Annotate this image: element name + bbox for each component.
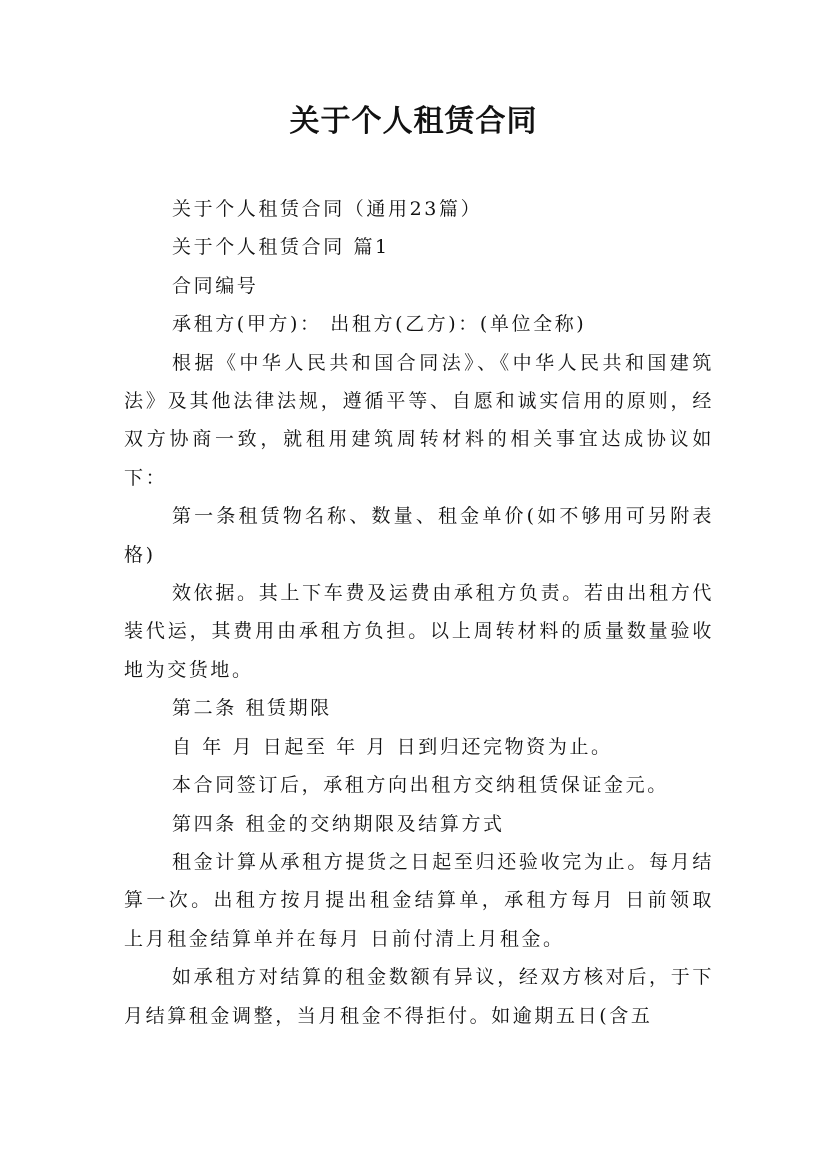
paragraph-article-1: 关于个人租赁合同 篇1 [172, 236, 390, 259]
document-body [124, 190, 714, 1035]
paragraph-deposit: 本合同签订后，承租方向出租方交纳租赁保证金元。 [172, 774, 669, 797]
paragraph-delivery: 效依据。其上下车费及运费由承租方负责。若由出租方代装代运，其费用由承租方负担。以上周转材料的质量数量验收地为交货地。 [124, 582, 714, 681]
paragraph-parties: 承租方(甲方)： 出租方(乙方)：(单位全称) [172, 313, 587, 336]
paragraph-term: 自 年 月 日起至 年 月 日到归还完物资为止。 [172, 735, 613, 758]
paragraph-clause-4: 第四条 租金的交纳期限及结算方式 [172, 812, 505, 835]
paragraph-clause-1: 第一条租赁物名称、数量、租金单价(如不够用可另附表格) [124, 505, 714, 566]
paragraph-clause-2: 第二条 租赁期限 [172, 697, 332, 720]
paragraph-preamble: 根据《中华人民共和国合同法》、《中华人民共和国建筑法》及其他法律法规，遵循平等、自愿和诚实信用的原则，经双方协商一致，就租用建筑周转材料的相关事宜达成协议如下： [124, 351, 714, 489]
paragraph-contract-number: 合同编号 [172, 274, 259, 297]
paragraph-dispute: 如承租方对结算的租金数额有异议，经双方核对后，于下月结算租金调整，当月租金不得拒付。如逾期五日(含五 [124, 966, 714, 1027]
paragraph-settlement: 租金计算从承租方提货之日起至归还验收完为止。每月结算一次。出租方按月提出租金结算单，承租方每月 日前领取上月租金结算单并在每月 日前付清上月租金。 [124, 850, 714, 950]
paragraph-heading: 关于个人租赁合同（通用23篇） [172, 198, 483, 220]
document-title: 关于个人租赁合同 [289, 104, 538, 139]
